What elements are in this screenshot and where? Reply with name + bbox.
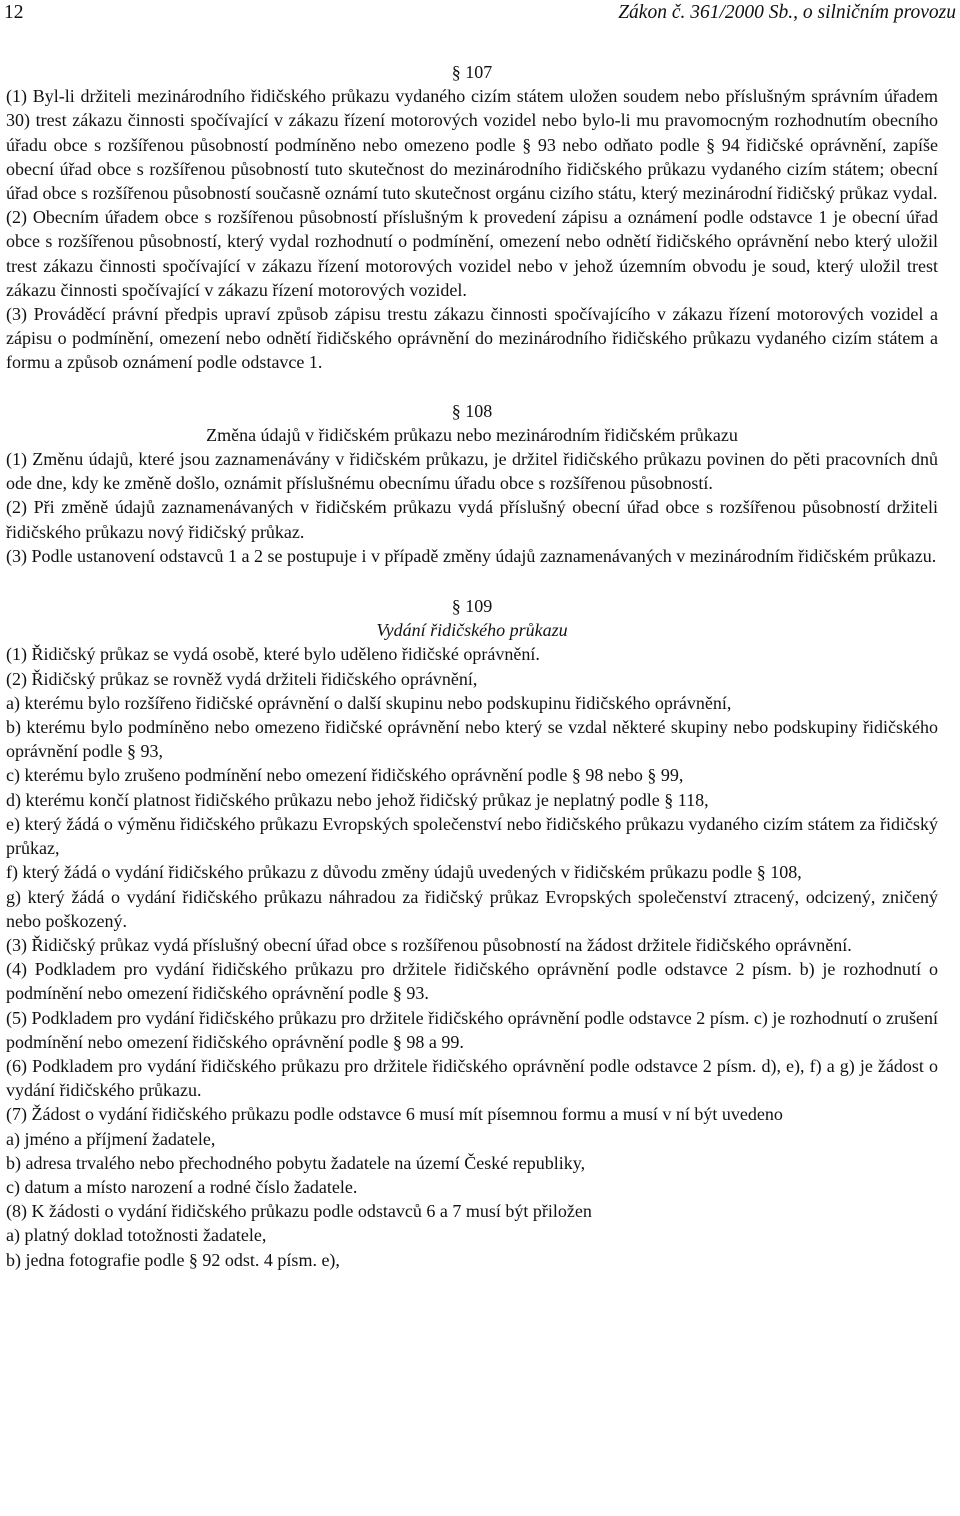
section-108 — [6, 399, 938, 568]
section-107 — [6, 60, 938, 375]
paragraph: (3) Řidičský průkaz vydá příslušný obecní úřad obce s rozšířenou působností na žádost držitele řidičského oprávnění. — [6, 934, 852, 955]
list-item: b) kterému bylo podmíněno nebo omezeno řidičské oprávnění nebo který se vzdal některé skupiny nebo podskupiny řidičského oprávnění podle § 93, — [6, 717, 938, 762]
paragraph: (3) Podle ustanovení odstavců 1 a 2 se postupuje i v případě změny údajů zaznamenávaných v mezinárodním řidičském průkazu. — [6, 545, 937, 566]
list-item: g) který žádá o vydání řidičského průkazu náhradou za řidičský průkaz Evropských společenství ztracený, odcizený, zničený nebo poškozený. — [6, 886, 938, 931]
paragraph: (7) Žádost o vydání řidičského průkazu podle odstavce 6 musí mít písemnou formu a musí v ní být uvedeno — [6, 1104, 783, 1125]
section-heading: § 109 — [451, 596, 493, 617]
paragraph: (2) Řidičský průkaz se rovněž vydá držiteli řidičského oprávnění, — [6, 668, 478, 689]
list-item: d) kterému končí platnost řidičského průkazu nebo jehož řidičský průkaz je neplatný podle § 118, — [6, 789, 709, 810]
paragraph: (2) Při změně údajů zaznamenávaných v řidičském průkazu vydá příslušný obecní úřad obce s rozšířenou působností držiteli řidičského průkazu nový řidičský průkaz. — [6, 497, 938, 542]
paragraph: (1) Řidičský průkaz se vydá osobě, které bylo uděleno řidičské oprávnění. — [6, 644, 540, 665]
paragraph: (6) Podkladem pro vydání řidičského průkazu pro držitele řidičského oprávnění podle odstavce 2 písm. d), e), f) a g) je žádost o vydání řidičského průkazu. — [6, 1055, 938, 1101]
list-item: c) datum a místo narození a rodné číslo žadatele. — [6, 1176, 358, 1197]
section-heading: § 107 — [451, 62, 493, 82]
section-109 — [6, 594, 938, 1272]
section-title: Vydání řidičského průkazu — [376, 620, 568, 641]
paragraph: (5) Podkladem pro vydání řidičského průkazu pro držitele řidičského oprávnění podle odstavce 2 písm. c) je rozhodnutí o zrušení podmínění nebo omezení řidičského oprávnění podle § 98 a 99. — [6, 1007, 938, 1052]
paragraph: (4) Podkladem pro vydání řidičského průkazu pro držitele řidičského oprávnění podle odstavce 2 písm. b) je rozhodnutí o podmínění nebo omezení řidičského oprávnění podle § 93. — [6, 959, 938, 1004]
section-title: Změna údajů v řidičském průkazu nebo mezinárodním řidičském průkazu — [206, 424, 738, 445]
list-item: f) který žádá o vydání řidičského průkazu z důvodu změny údajů uvedených v řidičském průkazu podle § 108, — [6, 862, 802, 883]
list-item: b) adresa trvalého nebo přechodného pobytu žadatele na území České republiky, — [6, 1152, 586, 1173]
list-item: a) kterému bylo rozšířeno řidičské oprávnění o další skupinu nebo podskupinu řidičského oprávnění, — [6, 692, 732, 713]
paragraph: (1) Byl-li držiteli mezinárodního řidičského průkazu vydaného cizím státem uložen soudem nebo příslušným správním úřadem 30) trest zákazu činnosti spočívající v zákazu řízení motorových vozidel nebo bylo-li mu pravomocným rozhodnutím obecního úřadu obce s rozšířenou působností podmíněno nebo omezeno podle § 93 nebo odňato podle § 94 řidičské oprávnění, zapíše obecní úřad obce s rozšířenou působností tuto skutečnost do mezinárodního řidičského průkazu vydaného cizím státem; obecní úřad obce s rozšířenou působností současně oznámí tuto skutečnost orgánu cizího státu, který mezinárodní řidičský průkaz vydal. — [6, 86, 938, 204]
list-item: a) jméno a příjmení žadatele, — [6, 1128, 216, 1149]
paragraph: (1) Změnu údajů, které jsou zaznamenávány v řidičském průkazu, je držitel řidičského průkazu povinen do pěti pracovních dnů ode dne, kdy ke změně došlo, oznámit příslušnému obecnímu úřadu obce s rozšířenou působností. — [6, 449, 938, 494]
paragraph: (8) K žádosti o vydání řidičského průkazu podle odstavců 6 a 7 musí být přiložen — [6, 1201, 592, 1222]
section-heading: § 108 — [451, 400, 493, 421]
list-item: c) kterému bylo zrušeno podmínění nebo omezení řidičského oprávnění podle § 98 nebo § 99, — [6, 765, 684, 786]
paragraph: (3) Prováděcí právní předpis upraví způsob zápisu trestu zákazu činnosti spočívajícího v zákazu řízení motorových vozidel a zápisu o podmínění, omezení nebo odnětí řidičského oprávnění do mezinárodního řidičského průkazu vydaného cizím státem a formu a způsob oznámení podle odstavce 1. — [6, 304, 938, 373]
list-item: a) platný doklad totožnosti žadatele, — [6, 1225, 267, 1246]
page-header — [4, 2, 956, 32]
running-title: Zákon č. 361/2000 Sb., o silničním provozu — [618, 2, 956, 23]
document-body — [6, 60, 938, 1272]
paragraph: (2) Obecním úřadem obce s rozšířenou působností příslušným k provedení zápisu a oznámení podle odstavce 1 je obecní úřad obce s rozšířenou působností, který vydal rozhodnutí o podmínění, omezení nebo odnětí řidičského oprávnění nebo který uložil trest zákazu činnosti spočívající v zákazu řízení motorových vozidel nebo v jehož územním obvodu je soud, který uložil trest zákazu činnosti spočívající v zákazu řízení motorových vozidel. — [6, 207, 938, 300]
list-item: e) který žádá o výměnu řidičského průkazu Evropských společenství nebo řidičského průkazu vydaného cizím státem za řidičský průkaz, — [6, 813, 938, 859]
page-number: 12 — [4, 2, 24, 23]
list-item: b) jedna fotografie podle § 92 odst. 4 písm. e), — [6, 1249, 340, 1270]
